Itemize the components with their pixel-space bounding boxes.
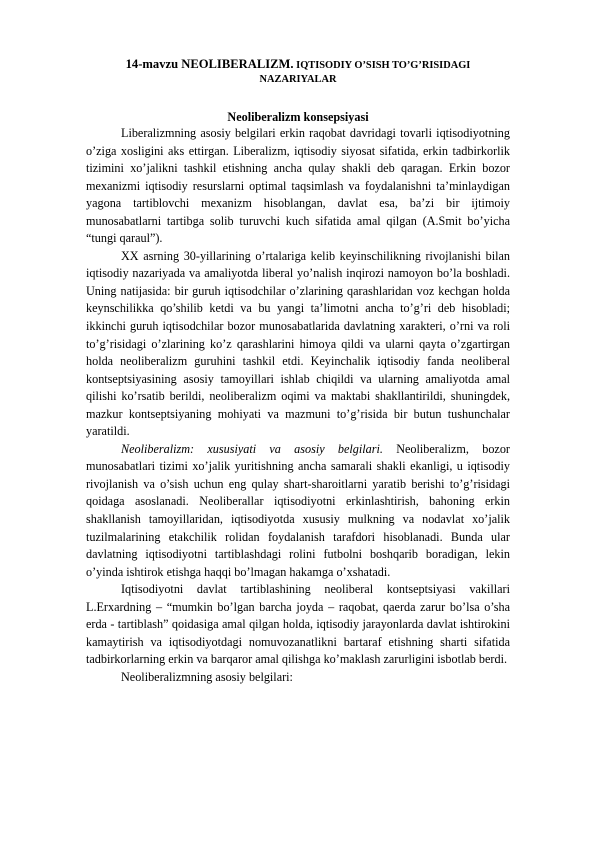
page-content xyxy=(86,57,510,687)
document-title xyxy=(86,57,510,73)
paragraph-3-italic-lead: Neoliberalizm: xususiyati va asosiy belgilari. xyxy=(121,441,383,456)
section-heading: Neoliberalizm konsepsiyasi xyxy=(227,110,369,124)
document-title-line2: NAZARIYALAR xyxy=(259,74,337,85)
paragraph-2: XX asrning 30-yillarining o’rtalariga kelib keyinschilikning rivojlanishi bilan iqtisodiy nazariyada va amaliyotda liberal yo’nalish inqirozi namoyon bo’la boshladi. Uning natijasida: bir guruh iqtisodchilar o’zlarining qarashlaridan voz kechgan holda keynschilikka qo’shilib ketdi va bu yangi ta’limotni ancha to’g’ri deb hisobladi; ikkinchi guruh iqtisodchilar bozor munosabatlarida davlatning xarakteri, o’rni va roli to’g’risidagi o’zlarining ko’z qarashlarini himoya qildi va ularni qayta o’zgartirgan holda neoliberalizm guruhini tashkil etdi. Keyinchalik iqtisodiy fanda neoliberal kontseptsiyasining asosiy tamoyillari ishlab chiqildi va ularning amaliyotda amal qilishi ko’rsatib berildi, neoliberalizm oqimi va maktabi shakllantirildi, shuningdek, mazkur kontseptsiyaning mohiyati va mazmuni to’g’risida bir butun tushunchalar yaratildi. xyxy=(86,248,510,439)
title-main: 14-mavzu NEOLIBERALIZM. xyxy=(125,57,294,71)
paragraph-5: Neoliberalizmning asosiy belgilari: xyxy=(121,669,293,684)
paragraph-1: Liberalizmning asosiy belgilari erkin raqobat davridagi tovarli iqtisodiyotning o’ziga xosligini aks ettirgan. Liberalizm, iqtisodiy siyosat sifatida, erkin tadbirkorlik tizimini xo’jalikni tashkil etishning ancha qulay shakli deb qaragan. Erkin bozor mexanizmi iqtisodiy resurslarni optimal taqsimlash va foydalanishni ta’minlaydigan yagona tartiblovchi mexanizm hisoblangan, davlat esa, ba’zi bir ijtimoiy munosabatlarni tartibga solib turuvchi kuch sifatida amal qilgan (A.Smit bo’yicha “tungi qaraul”). xyxy=(86,126,510,246)
paragraph-3 xyxy=(86,441,510,581)
paragraph-4: Iqtisodiyotni davlat tartiblashining neoliberal kontseptsiyasi vakillari L.Erxardning – “mumkin bo’lgan barcha joyda – raqobat, qaerda zarur bo’lsa o’sha erda - tartiblash” qoidasiga amal qilgan holda, iqtisodiy jarayonlarda davlat ishtirokini kamaytirish va iqtisodiyotdagi nomuvozanatlikni bartaraf etishning sharti sifatida tadbirkorlarning erkin va barqaror amal qilishga ko’maklash zarurligini isbotlab berdi. xyxy=(86,582,510,667)
paragraph-3-text: Neoliberalizm, bozor munosabatlari tizimi xo’jalik yuritishning ancha samarali shakli ekanligi, u iqtisodiy rivojlanish va o’sish uchun eng qulay shart-sharoitlarni yaratib berishi to’g’risidagi qoidaga asoslanadi. Neoliberallar iqtisodiyotni erkinlashtirish, bahoning erkin shakllanish tamoyillaridan, iqtisodiyotda xususiy mulkning va nodavlat xo’jalik tuzilmalarining etakchilik rolidan foydalanish tarafdori hisoblanadi. Bunda ular davlatning iqtisodiyotni tartiblashdagi rolini futbolni boshqarib boradigan, lekin o’yinda ishtirok etishga haqqi bo’lmagan hakamga o’xshatadi. xyxy=(86,441,510,579)
title-rest: IQTISODIY O’SISH TO’G’RISIDAGI xyxy=(293,60,471,71)
